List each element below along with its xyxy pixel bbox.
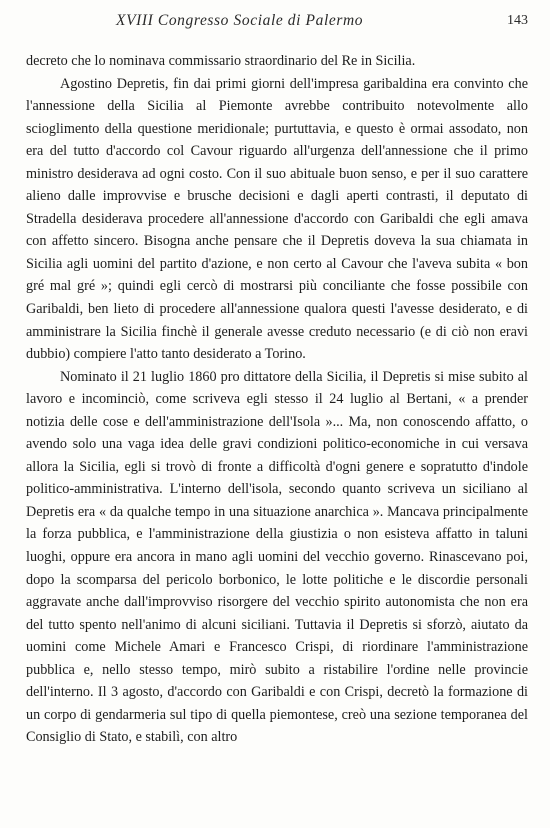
running-header (26, 12, 528, 38)
running-title: XVIII Congresso Sociale di Palermo (116, 12, 364, 29)
paragraph-depretis-annexation: Agostino Depretis, fin dai primi giorni dell'impresa garibaldina era convinto che l'annessione della Sicilia al Piemonte avrebbe contribuito notevolmente allo scioglimento della questione meridionale; purtuttavia, e questo è ormai assodato, non era del tutto d'accordo col Cavour riguardo all'urgenza dell'annessione che il primo ministro desiderava ad ogni costo. Con il suo abituale buon senso, e per il suo carattere alieno dalle improvvise e brusche decisioni e dagli aperti contrasti, il deputato di Stradella desiderava procedere all'annessione d'accordo con Garibaldi che egli amava con affetto sincero. Bisogna anche pensare che il Depretis doveva la sua chiamata in Sicilia agli uomini del partito d'azione, e non certo al Cavour che l'aveva subita « bon gré mal gré »; quindi egli cercò di mostrarsi più conciliante che fosse possibile con Garibaldi, ben lieto di procedere all'annessione qualora questi l'avesse desiderato, e di amministrare la Sicilia finchè il generale avesse creduto necessario (e di ciò non eravi dubbio) compiere l'atto tanto desiderato a Torino. (26, 75, 528, 363)
page-number: 143 (507, 13, 528, 28)
body-text (26, 50, 528, 749)
paragraph-continuation: decreto che lo nominava commissario straordinario del Re in Sicilia. (26, 53, 416, 69)
paragraph-prodictator: Nominato il 21 luglio 1860 pro dittatore della Sicilia, il Depretis si mise subito al lavoro e incominciò, come scriveva egli stesso il 24 luglio al Bertani, « a prender notizia delle cose e dell'amministrazione dell'Isola »... Ma, non conoscendo affatto, o avendo solo una vaga idea delle gravi condizioni politico-economiche in cui versava allora la Sicilia, egli si trovò di fronte a difficoltà d'ogni genere e sopratutto d'indole politico-amministrativa. L'interno dell'isola, secondo quanto scriveva un siciliano al Depretis era « da qualche tempo in una situazione anarchica ». Mancava principalmente la forza pubblica, e l'amministrazione della giustizia o non esisteva affatto in taluni luoghi, oppure era ancora in mano agli uomini del vecchio governo. Rinascevano poi, dopo la scomparsa del pericolo borbonico, le lotte politiche e le discordie personali aggravate anche dall'improvviso risorgere del vecchio spirito autonomista che non era del tutto spento nell'animo di alcuni siciliani. Tuttavia il Depretis si sforzò, aiutato da uomini come Michele Amari e Francesco Crispi, di riordinare l'amministrazione pubblica e, nello stesso tempo, mirò subito a ristabilire l'ordine nelle provincie dell'interno. Il 3 agosto, d'accordo con Garibaldi e con Crispi, decretò la formazione di un corpo di gendarmeria sul tipo di quella piemontese, creò una sezione temporanea del Consiglio di Stato, e stabilì, con altro (26, 368, 528, 746)
